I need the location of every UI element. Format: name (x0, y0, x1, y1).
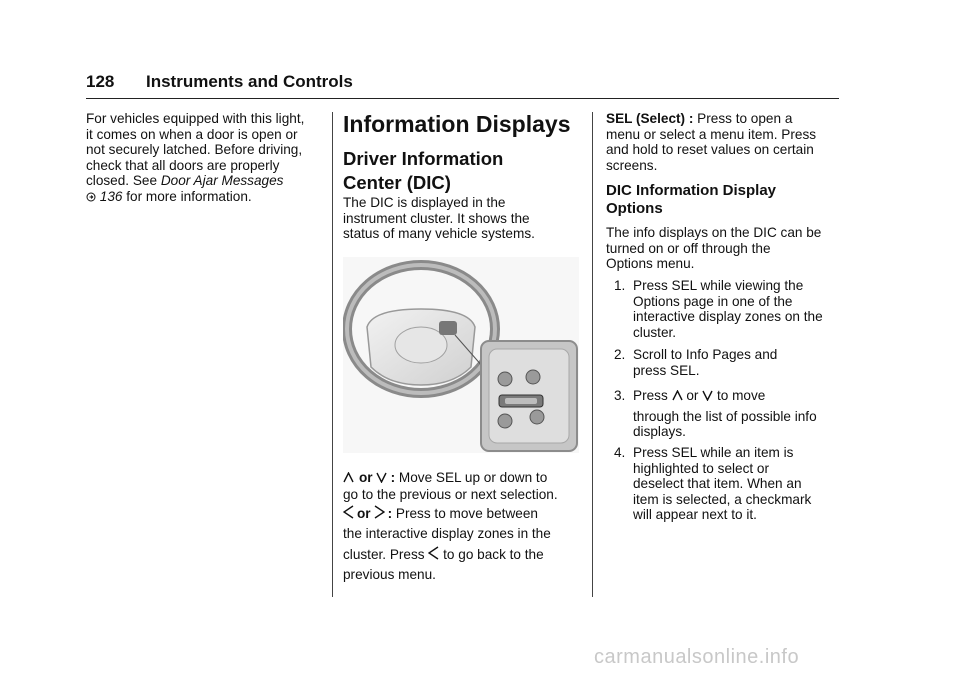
text-span: or (686, 388, 699, 403)
text-line: The info displays on the DIC can be (606, 225, 822, 240)
sel-description (606, 111, 846, 173)
door-ajar-paragraph (86, 111, 326, 205)
text-span: cluster. Press (343, 547, 429, 562)
text-line: screens. (606, 157, 658, 173)
heading-line: Driver Information (343, 148, 504, 169)
chevron-up-icon (343, 471, 354, 487)
colon-text: : (390, 470, 396, 485)
text-line: cluster. (633, 324, 677, 340)
heading-line: Options (606, 200, 663, 217)
text-line: The DIC is displayed in the (343, 195, 506, 210)
text-span: Press to move between (392, 506, 538, 521)
text-line: instrument cluster. It shows the (343, 210, 530, 226)
chevron-left-icon (343, 505, 354, 525)
page-ref-icon (86, 189, 100, 204)
step-number: 2. (614, 347, 626, 362)
dic-intro-paragraph (343, 195, 583, 242)
text-span: to go back to the (439, 547, 544, 562)
sel-label: SEL (Select) : (606, 111, 694, 126)
chevron-up-icon (672, 389, 683, 405)
text-line: press SEL. (633, 362, 700, 378)
text-line: will appear next to it. (633, 507, 757, 523)
steering-wheel-controls-illustration (343, 257, 579, 458)
door-ajar-messages-link[interactable]: Door Ajar Messages (160, 173, 284, 189)
text-line: Scroll to Info Pages and (633, 347, 778, 362)
chevron-right-icon (374, 505, 385, 525)
colon-text: : (387, 506, 393, 521)
or-text: or (357, 506, 371, 521)
page-number: 128 (86, 72, 115, 91)
list-item (614, 388, 844, 440)
list-item (614, 278, 844, 342)
text-span: Press (633, 388, 668, 403)
text-line: and hold to reset values on certain (606, 142, 814, 158)
text-line: item is selected, a checkmark (633, 491, 812, 507)
step-number: 4. (614, 445, 626, 460)
text-line: status of many vehicle systems. (343, 226, 535, 242)
text-line: deselect that item. When an (633, 476, 802, 492)
text-line: through the list of possible info (633, 408, 817, 424)
chevron-down-icon (376, 471, 387, 487)
leftright-description (343, 505, 583, 584)
dic-options-heading (606, 182, 776, 218)
text-line: displays. (633, 424, 686, 440)
text-line: Press SEL while an item is (633, 445, 794, 460)
heading-line: DIC Information Display (606, 182, 777, 199)
text-line: it comes on when a door is open or (86, 126, 298, 142)
options-paragraph (606, 225, 846, 272)
chevron-down-icon (702, 389, 713, 405)
list-item (614, 347, 844, 379)
or-text: or (359, 470, 373, 485)
header-rule (86, 98, 839, 99)
page-ref-link[interactable]: 136 (99, 188, 123, 204)
text-line: not securely latched. Before driving, (86, 142, 303, 158)
chevron-left-icon (428, 546, 439, 566)
text-span: to move (716, 388, 766, 403)
text-line: Press SEL while viewing the (633, 278, 804, 293)
text-line: highlighted to select or (633, 460, 770, 476)
text-line: interactive display zones on the (633, 309, 823, 325)
heading-line: Center (DIC) (343, 172, 451, 193)
text-line: the interactive display zones in the (343, 525, 551, 541)
watermark: carmanualsonline.info (594, 646, 800, 668)
text-line: menu or select a menu item. Press (606, 126, 817, 142)
text-line: go to the previous or next selection. (343, 486, 558, 502)
text-line: turned on or off through the (606, 240, 771, 256)
text-span: Press to open a (693, 111, 793, 126)
step-number: 1. (614, 278, 626, 293)
text-line: Options page in one of the (633, 293, 793, 309)
column-divider-1 (332, 112, 333, 597)
text-span: closed. See (86, 173, 161, 189)
column-divider-2 (592, 112, 593, 597)
text-span: for more information. (122, 188, 252, 204)
text-line: For vehicles equipped with this light, (86, 111, 305, 126)
text-span: Move SEL up or down to (395, 470, 548, 485)
dic-heading (343, 147, 503, 195)
section-title: Instruments and Controls (146, 72, 353, 91)
text-line: Options menu. (606, 256, 695, 272)
step-number: 3. (614, 388, 626, 403)
text-line: previous menu. (343, 566, 436, 582)
text-line: check that all doors are properly (86, 157, 280, 173)
updown-description (343, 470, 583, 502)
list-item (614, 445, 844, 525)
information-displays-heading: Information Displays (343, 111, 571, 137)
